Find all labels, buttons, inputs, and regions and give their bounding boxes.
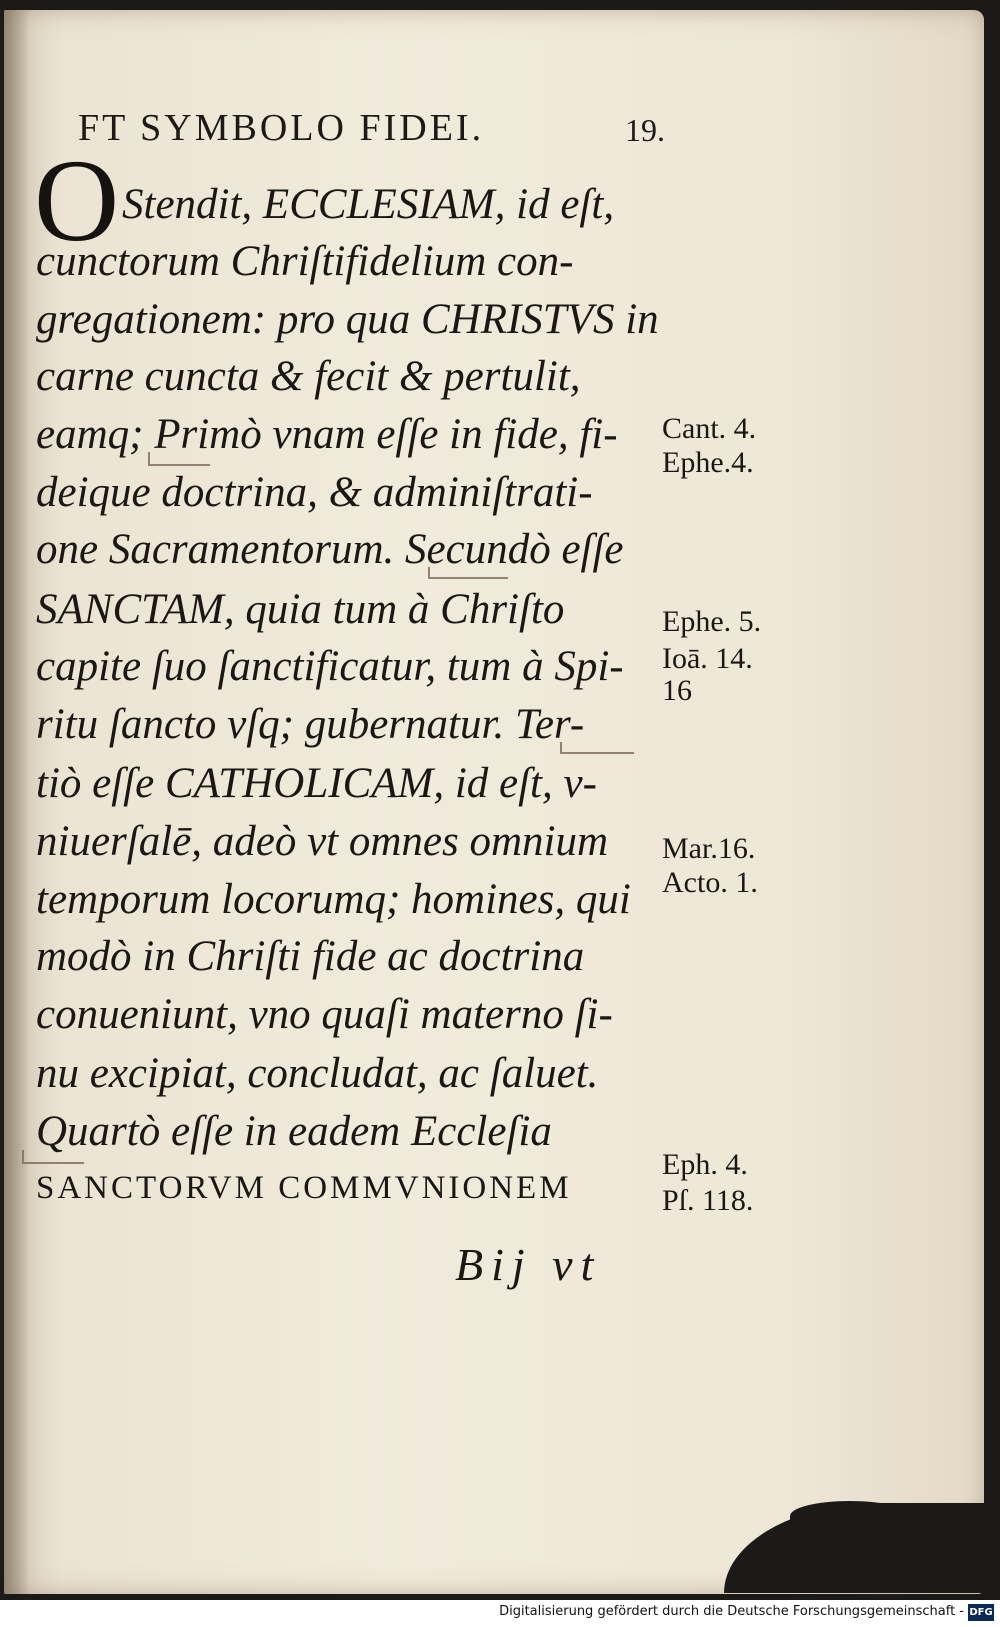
margin-note: Mar.16. [662,832,756,865]
text-line: eamq; Primò vnam eſſe in fide, fi- [36,411,618,458]
text-line: niuerſalē, adeò vt omnes omnium [36,818,609,865]
pencil-mark [22,1150,84,1164]
margin-note: Ephe.4. [662,446,754,479]
margin-note: Cant. 4. [662,412,757,445]
margin-note: Eph. 4. [662,1148,748,1181]
margin-note: Acto. 1. [662,866,758,899]
pencil-mark [560,742,634,754]
funding-credit: Digitalisierung gefördert durch die Deutsche Forschungsgemeinschaft - [499,1604,964,1619]
text-line: capite ſuo ſanctificatur, tum à Spi- [36,643,624,690]
text-line: Stendit, ECCLESIAM, id eſt, [122,181,615,228]
text-line: modò in Chriſti fide ac doctrina [36,933,585,980]
margin-note: Ioā. 14. [662,642,753,675]
dfg-logo: DFG [968,1604,994,1621]
margin-note: Pſ. 118. [662,1184,754,1217]
text-line: temporum locorumq; homines, qui [36,876,631,923]
drop-cap-initial: O [34,135,120,266]
pencil-mark [428,567,508,579]
text-line: nu excipiat, concludat, ac ſaluet. [36,1050,599,1097]
pencil-mark [148,452,210,466]
text-line: carne cuncta & fecit & pertulit, [36,353,581,400]
page-gutter-shadow [4,10,30,1594]
text-line: ritu ſancto vſq; gubernatur. Ter- [36,701,585,748]
text-line: tiò eſſe CATHOLICAM, id eſt, v- [36,760,597,807]
text-line: Quartò eſſe in eadem Eccleſia [36,1108,552,1155]
signature-catchword: Bij vt [455,1239,602,1290]
text-line: gregationem: pro qua CHRISTVS in [36,296,659,343]
text-line: conueniunt, vno quaſi materno ſi- [36,991,613,1038]
margin-note: 16 [662,674,692,707]
text-line: SANCTORVM COMMVNIONEM [36,1170,572,1206]
text-line: SANCTAM, quia tum à Chriſto [36,586,565,633]
running-head: FT SYMBOLO FIDEI. [78,107,485,149]
text-line: cunctorum Chriſtifidelium con- [36,238,574,285]
torn-page-edge [790,1501,910,1531]
text-line: one Sacramentorum. Secundò eſſe [36,526,624,573]
margin-note: Ephe. 5. [662,605,762,638]
text-line: deique doctrina, & adminiſtrati- [36,469,593,516]
page-number: 19. [625,112,665,148]
